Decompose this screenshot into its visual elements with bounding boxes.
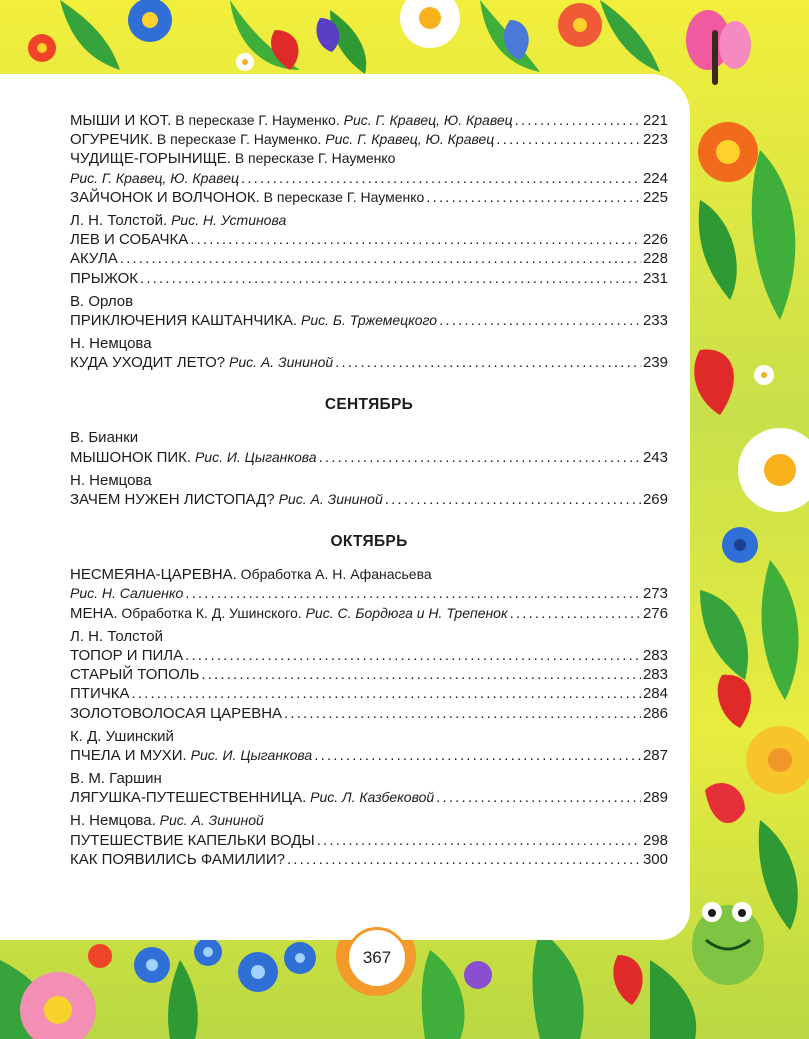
toc-entry[interactable]: ПТИЧКА . . . 284 — [70, 684, 668, 703]
page-ref: 269 — [642, 491, 668, 508]
toc-entry[interactable]: СТАРЫЙ ТОПОЛЬ . . . 283 — [70, 665, 668, 684]
toc-entry[interactable]: ЗАЙЧОНОК И ВОЛЧОНОК. В пересказе Г. Науменко . . . 225 — [70, 188, 668, 207]
toc-entry[interactable]: ТОПОР И ПИЛА . . . 283 — [70, 646, 668, 665]
author-heading: Л. Н. Толстой — [70, 627, 164, 645]
page-ref: 231 — [642, 269, 668, 287]
strawberry-icon — [613, 955, 642, 1005]
page-ref: 225 — [642, 188, 668, 206]
toc-entry[interactable]: КАК ПОЯВИЛИСЬ ФАМИЛИИ? . . . 300 — [70, 850, 668, 869]
page-ref: 223 — [642, 131, 668, 149]
table-of-contents — [70, 111, 668, 869]
page-ref: 224 — [642, 169, 668, 187]
page-number: 367 — [346, 927, 408, 989]
toc-entry[interactable]: ПУТЕШЕСТВИЕ КАПЕЛЬКИ ВОДЫ . . . 298 — [70, 831, 668, 850]
toc-entry-credit[interactable]: Рис. Г. Кравец, Ю. Кравец . . . 224 — [70, 169, 668, 188]
author-heading: В. Орлов — [70, 292, 134, 310]
author-heading: Н. Немцова — [70, 335, 152, 353]
toc-entry[interactable]: ПРЫЖОК . . . 231 — [70, 269, 668, 288]
author-heading: В. Бианки — [70, 429, 139, 447]
section-heading-october: ОКТЯБРЬ — [330, 533, 408, 551]
page-ref: 286 — [642, 704, 668, 722]
toc-entry[interactable]: МЫШИ И КОТ. В пересказе Г. Науменко. Рис. Г. Кравец, Ю. Кравец . . . 221 — [70, 111, 668, 130]
page-ref: 243 — [642, 448, 668, 466]
author-heading: Н. Немцова — [70, 471, 152, 489]
page-ref: 287 — [642, 746, 668, 764]
toc-entry-credit[interactable]: Рис. Н. Салиенко . . . 273 — [70, 584, 668, 603]
author-heading: К. Д. Ушинский — [70, 727, 174, 745]
page-ref: 284 — [642, 685, 668, 703]
page-ref: 300 — [642, 850, 668, 868]
toc-entry[interactable]: ЗОЛОТОВОЛОСАЯ ЦАРЕВНА . . . 286 — [70, 704, 668, 723]
toc-entry[interactable]: МЫШОНОК ПИК. Рис. И. Цыганкова . . . 243 — [70, 448, 668, 467]
author-heading: Н. Немцова. Рис. А. Зининой — [70, 812, 264, 830]
toc-entry[interactable]: ЛЕВ И СОБАЧКА . . . 226 — [70, 230, 668, 249]
author-heading: Л. Н. Толстой. Рис. Н. Устинова — [70, 211, 287, 229]
toc-entry[interactable]: ОГУРЕЧИК. В пересказе Г. Науменко. Рис. Г. Кравец, Ю. Кравец . . . 223 — [70, 130, 668, 149]
page-ref: 239 — [642, 354, 668, 372]
butterfly-icon — [686, 10, 751, 85]
toc-entry-title[interactable]: ЧУДИЩЕ-ГОРЫНИЩЕ. В пересказе Г. Науменко — [70, 150, 396, 168]
page-ref: 298 — [642, 831, 668, 849]
page-ref: 233 — [642, 311, 668, 329]
frog-icon — [692, 902, 764, 985]
toc-entry[interactable]: КУДА УХОДИТ ЛЕТО? Рис. А. Зининой . . . 239 — [70, 353, 668, 372]
toc-entry-title[interactable]: НЕСМЕЯНА-ЦАРЕВНА. Обработка А. Н. Афанасьева — [70, 566, 432, 584]
toc-entry[interactable]: АКУЛА . . . 228 — [70, 249, 668, 268]
section-heading-september: СЕНТЯБРЬ — [324, 396, 414, 414]
toc-entry[interactable]: ЗАЧЕМ НУЖЕН ЛИСТОПАД? Рис. А. Зининой . . . 269 — [70, 490, 668, 509]
author-heading: В. М. Гаршин — [70, 770, 162, 788]
page-ref: 289 — [642, 789, 668, 807]
page-ref: 283 — [642, 666, 668, 684]
page-ref: 226 — [642, 231, 668, 249]
toc-entry[interactable]: ПРИКЛЮЧЕНИЯ КАШТАНЧИКА. Рис. Б. Тржемецкого . . . 233 — [70, 311, 668, 330]
toc-entry[interactable]: ЛЯГУШКА-ПУТЕШЕСТВЕННИЦА. Рис. Л. Казбековой . . . 289 — [70, 788, 668, 807]
toc-entry[interactable]: ПЧЕЛА И МУХИ. Рис. И. Цыганкова . . . 287 — [70, 746, 668, 765]
tulip-icon — [705, 783, 745, 823]
page-ref: 283 — [642, 646, 668, 664]
page-ref: 276 — [642, 604, 668, 622]
page-ref: 228 — [642, 250, 668, 268]
page-ref: 221 — [642, 112, 668, 129]
page-ref: 273 — [642, 585, 668, 603]
toc-entry[interactable]: МЕНА. Обработка К. Д. Ушинского. Рис. С. Бордюга и Н. Трепенок . . . 276 — [70, 604, 668, 623]
